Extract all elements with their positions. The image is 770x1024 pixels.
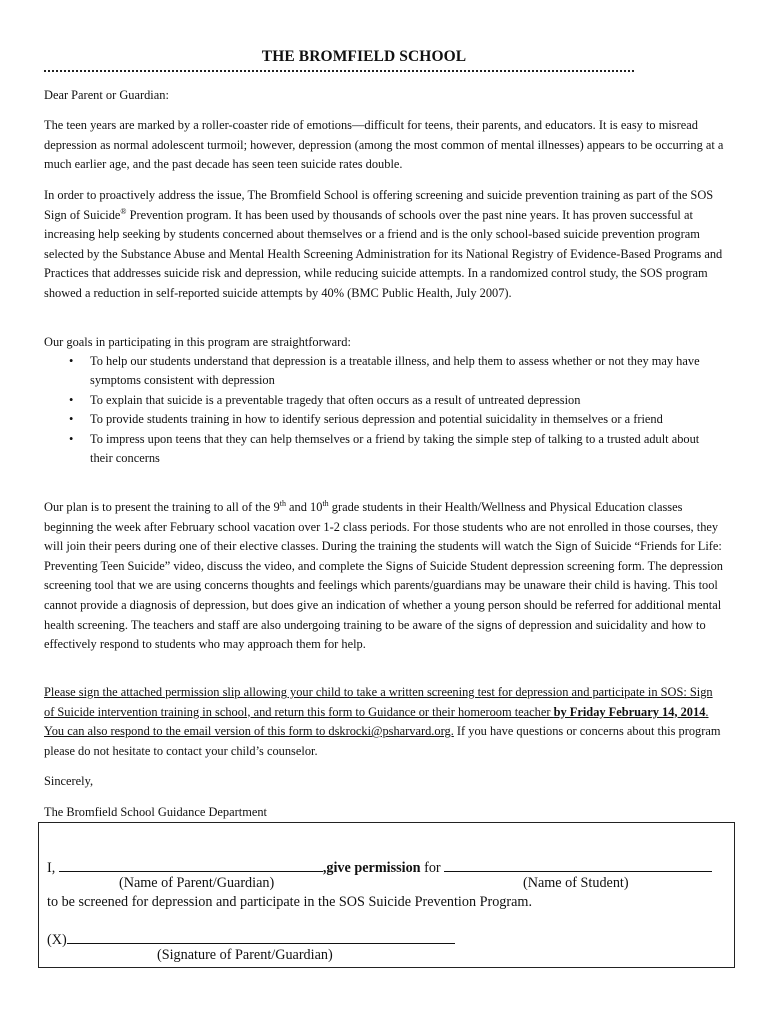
goals-list bbox=[44, 352, 724, 468]
dotted-divider bbox=[44, 70, 634, 72]
program-paragraph bbox=[44, 186, 724, 304]
program-text-start: In order to proactively address the issue, The Bromfield School is offering screening and suicide prevention training as part of the SOS Sign of Suicide bbox=[44, 188, 714, 222]
bullet-icon: • bbox=[69, 412, 74, 427]
bullet-icon: • bbox=[69, 354, 74, 368]
list-item: • To help our students understand that depression is a treatable illness, and help them to assess whether or not they may have symptoms consistent with depression bbox=[69, 354, 700, 388]
screening-statement: to be screened for depression and participate in the SOS Suicide Prevention Program. bbox=[47, 894, 533, 910]
list-item: • To explain that suicide is a preventable tragedy that often occurs as a result of untreated depression bbox=[44, 391, 724, 410]
registered-mark: ® bbox=[120, 206, 127, 216]
intro-paragraph: The teen years are marked by a roller-coaster ride of emotions—difficult for teens, their parents, and educators. It is easy to misread depression as normal adolescent turmoil; however, depression (among the most common of mental illnesses) appears to be occurring at a much earlier age, and the past decade has seen teen suicide rates double. bbox=[44, 118, 724, 172]
permission-slip bbox=[38, 822, 735, 968]
bullet-icon: • bbox=[69, 392, 74, 407]
student-caption: (Name of Student) bbox=[523, 875, 629, 891]
program-text-rest: Prevention program. It has been used by thousands of schools over the past nine years. It has proven successful at increasing help seeking by students concerned about themselves or a friend and is the only school-based suicide prevention program selected by the Substance Abuse and Mental Health Screening Administration for its National Registry of Evidence-Based Programs and Practices that addresses suicide risk and depression, while reducing suicide attempts. In a randomized control study, the SOS program showed a reduction in self-reported suicide attempts by 40% (BMC Public Health, July 2007). bbox=[44, 207, 723, 300]
greeting: Dear Parent or Guardian: bbox=[44, 88, 169, 102]
contact-note: If you have questions or concerns about this program please do not hesitate to contact your child’s counselor. bbox=[44, 724, 721, 758]
signature-field[interactable] bbox=[67, 929, 455, 944]
email-contact[interactable]: . You can also respond to the email version of this form to dskrocki@psharvard.org. bbox=[44, 704, 709, 739]
deadline: by Friday February 14, 2014 bbox=[553, 704, 706, 719]
list-item: • To provide students training in how to identify serious depression and potential suicidality in themselves or a friend bbox=[44, 410, 724, 429]
give-permission-label: ,give permission bbox=[322, 860, 421, 876]
page-title: THE BROMFIELD SCHOOL bbox=[261, 48, 467, 65]
parent-caption: (Name of Parent/Guardian) bbox=[119, 875, 275, 891]
request-text: Please sign the attached permission slip allowing your child to take a written screening test for depression and participate in SOS: Sign of Suicide intervention training in school, and return this form to Guidance or their homeroom teacher bbox=[44, 685, 713, 719]
bullet-icon: • bbox=[69, 431, 74, 446]
goals-intro: Our goals in participating in this program are straightforward: bbox=[44, 335, 351, 349]
parent-name-field[interactable] bbox=[59, 857, 323, 872]
signature-caption: (Signature of Parent/Guardian) bbox=[157, 947, 333, 963]
closing: Sincerely, bbox=[44, 774, 94, 788]
permission-line: I, ,give permission for bbox=[47, 857, 712, 877]
plan-paragraph: Our plan is to present the training to all of the 9th and 10th grade students in their Health/Wellness and Physical Education classes beginning the week after February school vacation over 1-2 class periods. For those students who are not enrolled in those courses, they will join their peers during one of their elective classes. During the training the students will watch the Sign of Suicide “Friends for Life: Preventing Teen Suicide” video, discuss the video, and complete the Signs of Suicide Student depression screening form. The depression screening tool that we are using concerns thoughts and feelings which parents/guardians may be unaware their child is having. This tool cannot provide a diagnosis of depression, but does give an indication of whether a young person should be referred for additional mental health screening. The teachers and staff are also undergoing training to be aware of the signs of depression and suicidality and how to effectively respond to students who may approach them for help. bbox=[44, 498, 723, 652]
list-item: • To impress upon teens that they can help themselves or a friend by taking the simple step of talking to a trusted adult about their concerns bbox=[69, 431, 700, 466]
student-name-field[interactable] bbox=[444, 857, 712, 872]
signature-line: The Bromfield School Guidance Department bbox=[44, 805, 267, 819]
signature-row: (X) bbox=[47, 929, 455, 949]
request-paragraph bbox=[44, 683, 724, 761]
